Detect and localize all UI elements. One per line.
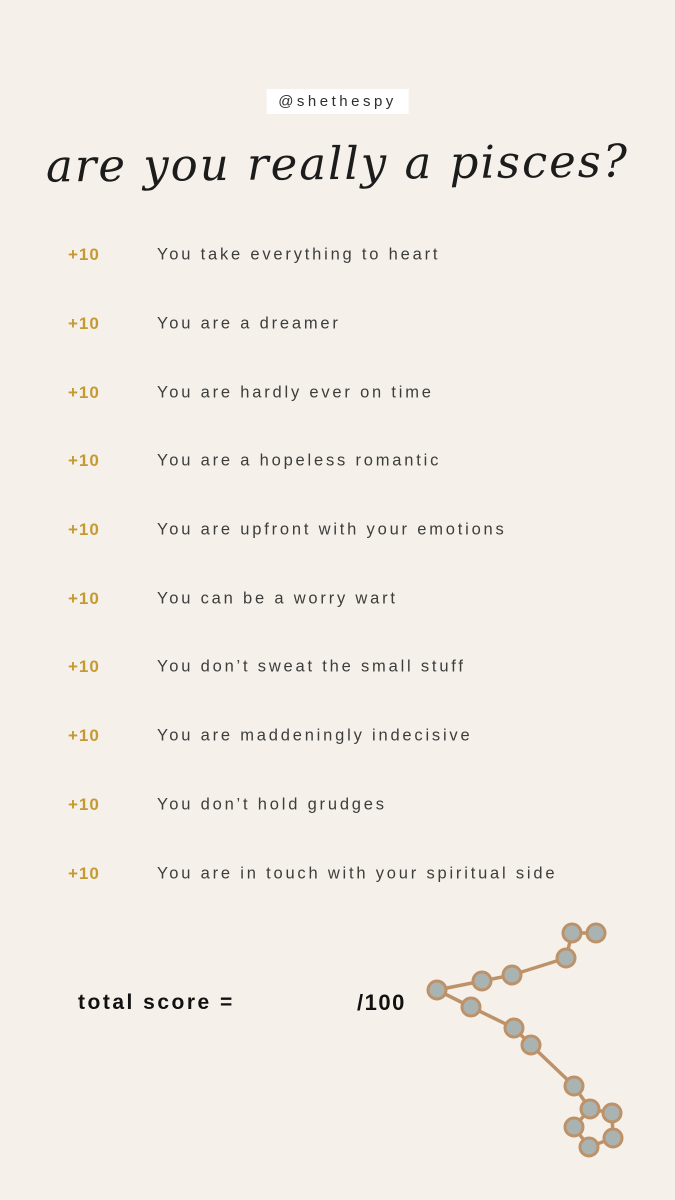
constellation-star [565,1077,583,1095]
quiz-statement: You are in touch with your spiritual side [157,864,558,883]
constellation-star [565,1118,583,1136]
constellation-edge [574,1109,590,1127]
total-score-label: total score = [78,991,235,1014]
quiz-statement: You can be a worry wart [157,589,398,608]
points-badge: +10 [68,726,100,746]
account-handle-label: @shethespy [278,93,397,110]
constellation-edge [574,1086,590,1109]
constellation-edge [566,933,572,958]
constellation-edge [514,1028,531,1045]
quiz-statement: You are hardly ever on time [157,383,434,402]
constellation-star [522,1036,540,1054]
constellation-edge [512,958,566,975]
points-badge: +10 [68,520,100,540]
points-badge: +10 [68,451,100,471]
constellation-star [557,949,575,967]
quiz-item-row [0,290,675,359]
quiz-statement: You are maddeningly indecisive [157,726,473,745]
points-badge: +10 [68,588,100,608]
constellation-edge [589,1138,613,1147]
quiz-statement: You are a hopeless romantic [157,451,442,470]
points-badge: +10 [68,245,100,265]
constellation-star [563,924,581,942]
constellation-edge [612,1113,613,1138]
points-badge: +10 [68,863,100,883]
points-badge: +10 [68,314,100,334]
constellation-edge [482,975,512,981]
constellation-star [580,1138,598,1156]
points-badge: +10 [68,657,100,677]
constellation-star [505,1019,523,1037]
quiz-statement: You don’t sweat the small stuff [157,657,466,676]
quiz-statement: You are upfront with your emotions [157,520,507,539]
page-title: are you really a pisces? [45,134,630,193]
constellation-star [503,966,521,984]
quiz-statement: You don’t hold grudges [157,795,387,814]
constellation-edge [590,1109,612,1113]
quiz-item-row [0,839,675,908]
points-badge: +10 [68,382,100,402]
constellation-star [604,1129,622,1147]
account-handle[interactable] [266,89,409,114]
quiz-item-row [0,771,675,840]
total-score-row [0,986,675,1020]
constellation-edge [574,1127,589,1147]
quiz-item-row [0,564,675,633]
constellation-edge [531,1045,574,1086]
quiz-item-row [0,427,675,496]
quiz-item-row [0,702,675,771]
quiz-item-row [0,358,675,427]
constellation-star [603,1104,621,1122]
points-badge: +10 [68,794,100,814]
quiz-statement: You are a dreamer [157,314,341,333]
constellation-star [587,924,605,942]
quiz-item-row [0,496,675,565]
constellation-star [581,1100,599,1118]
quiz-list [0,221,675,908]
quiz-item-row [0,221,675,290]
score-denominator: /100 [357,990,406,1015]
quiz-statement: You take everything to heart [157,245,441,264]
quiz-item-row [0,633,675,702]
